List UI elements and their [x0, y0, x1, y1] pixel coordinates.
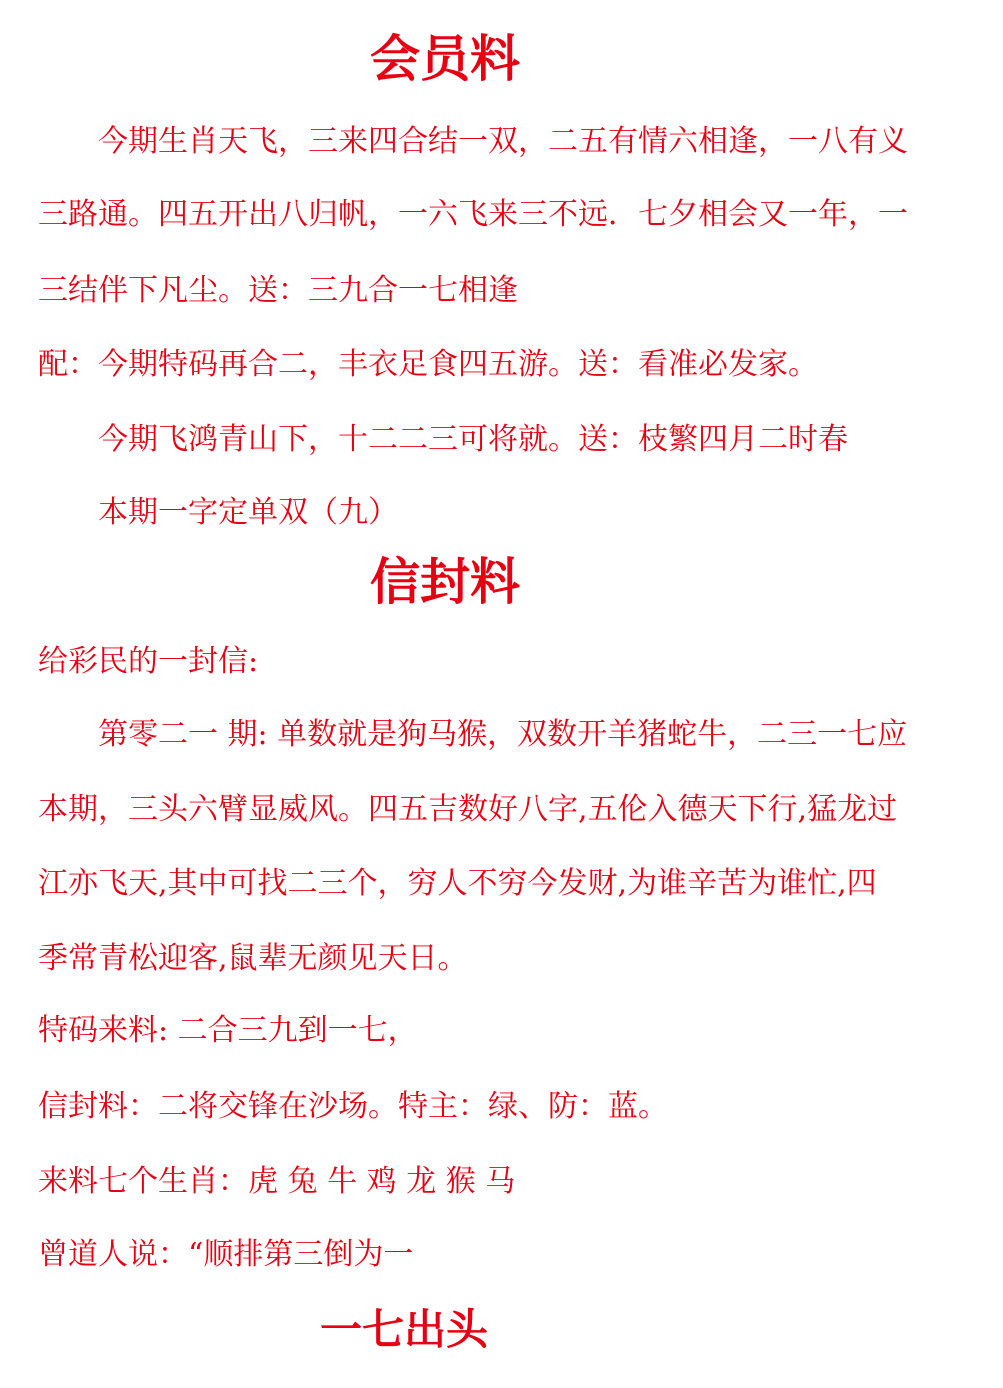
text-line: 来料七个生肖：虎 兔 牛 鸡 龙 猴 马: [38, 1164, 516, 1199]
text-line: 给彩民的一封信:: [38, 644, 259, 679]
text-line: 曾道人说：“顺排第三倒为一: [38, 1237, 414, 1272]
text-line: 本期一字定单双（九）: [98, 495, 398, 530]
text-line: 三路通。四五开出八归帆，一六飞来三不远．七夕相会又一年，一: [38, 197, 908, 232]
text-line: 第零二一 期: 单数就是狗马猴，双数开羊猪蛇牛，二三一七应: [98, 717, 908, 752]
text-line: 信封料：二将交锋在沙场。特主：绿、防：蓝。: [38, 1089, 668, 1124]
text-line: 本期，三头六臂显威风。四五吉数好八字,五伦入德天下行,猛龙过: [38, 792, 898, 827]
section-title-envelope: 信封料: [370, 552, 520, 611]
text-line: 三结伴下凡尘。送：三九合一七相逢: [38, 273, 518, 308]
text-line: 特码来料: 二合三九到一七，: [38, 1013, 418, 1048]
text-line: 季常青松迎客,鼠辈无颜见天日。: [38, 941, 468, 976]
section-title-member: 会员料: [370, 29, 520, 88]
text-line: 今期飞鸿青山下，十二二三可将就。送：枝繁四月二时春: [98, 422, 848, 457]
footer-phrase: 一七出头: [320, 1305, 489, 1354]
text-line: 江亦飞天,其中可找二三个，穷人不穷今发财,为谁辛苦为谁忙,四: [38, 866, 877, 901]
text-line: 配：今期特码再合二，丰衣足食四五游。送：看准必发家。: [38, 347, 818, 382]
text-line: 今期生肖天飞，三来四合结一双，二五有情六相逢，一八有义: [98, 124, 908, 159]
